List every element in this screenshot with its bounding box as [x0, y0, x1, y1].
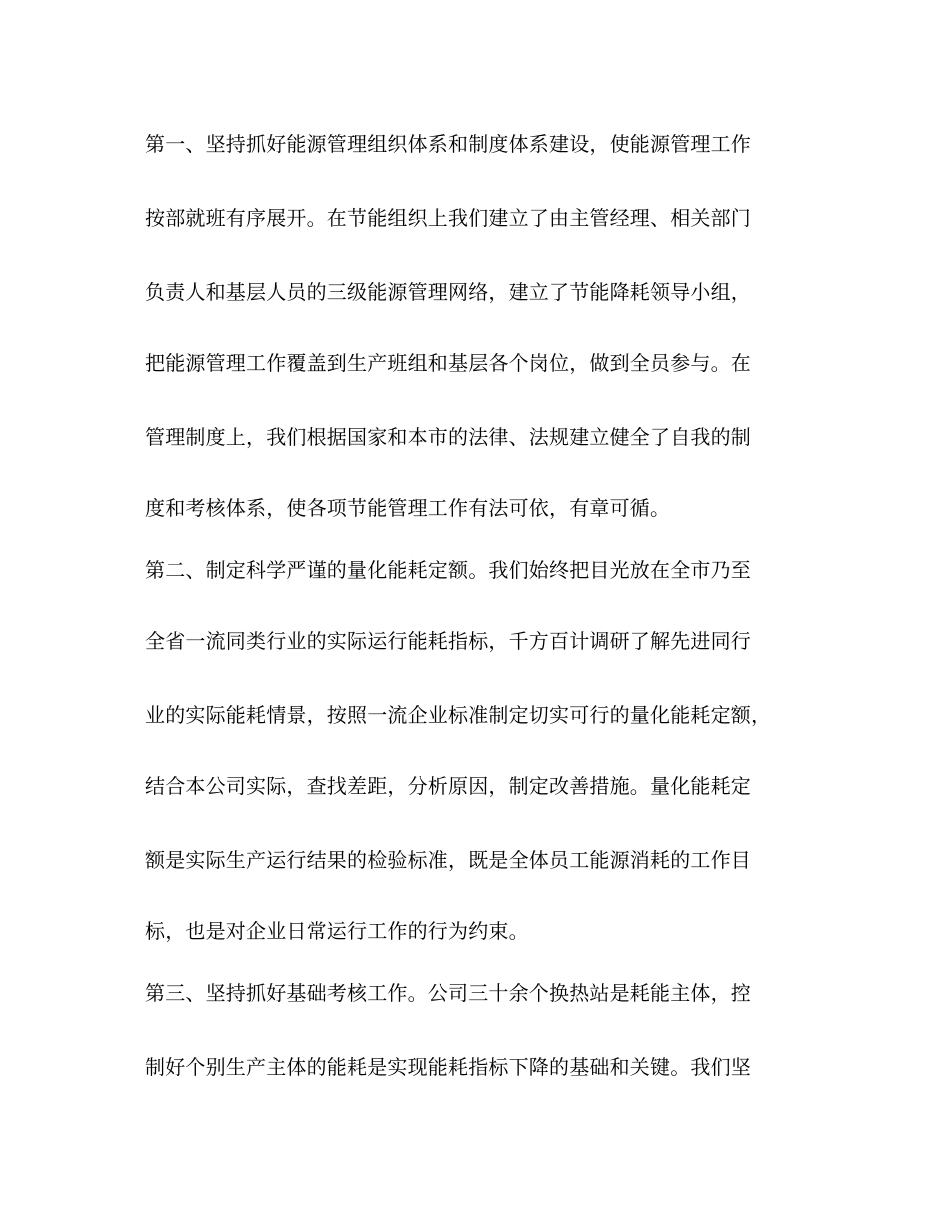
text-line: 第三、坚持抓好基础考核工作。公司三十余个换热站是耗能主体，控: [145, 981, 751, 1005]
text-line: 按部就班有序展开。在节能组织上我们建立了由主管经理、相关部门: [145, 206, 751, 230]
text-line: 管理制度上，我们根据国家和本市的法律、法规建立健全了自我的制: [145, 425, 751, 449]
text-line: 制好个别生产主体的能耗是实现能耗指标下降的基础和关键。我们坚: [145, 1055, 751, 1079]
text-line: 额是实际生产运行结果的检验标准，既是全体员工能源消耗的工作目: [145, 848, 751, 872]
text-line: 结合本公司实际，查找差距，分析原因，制定改善措施。量化能耗定: [145, 774, 751, 798]
text-line: 全省一流同类行业的实际运行能耗指标，千方百计调研了解先进同行: [145, 629, 751, 653]
text-line: 第一、坚持抓好能源管理组织体系和制度体系建设，使能源管理工作: [145, 132, 751, 156]
text-line: 标，也是对企业日常运行工作的行为约束。: [145, 919, 529, 943]
text-line: 业的实际能耗情景，按照一流企业标准制定切实可行的量化能耗定额，: [145, 703, 772, 727]
text-line: 负责人和基层人员的三级能源管理网络，建立了节能降耗领导小组，: [145, 280, 751, 304]
text-line: 把能源管理工作覆盖到生产班组和基层各个岗位，做到全员参与。在: [145, 351, 751, 375]
text-line: 度和考核体系，使各项节能管理工作有法可依，有章可循。: [145, 496, 671, 520]
text-line: 第二、制定科学严谨的量化能耗定额。我们始终把目光放在全市乃至: [145, 558, 751, 582]
